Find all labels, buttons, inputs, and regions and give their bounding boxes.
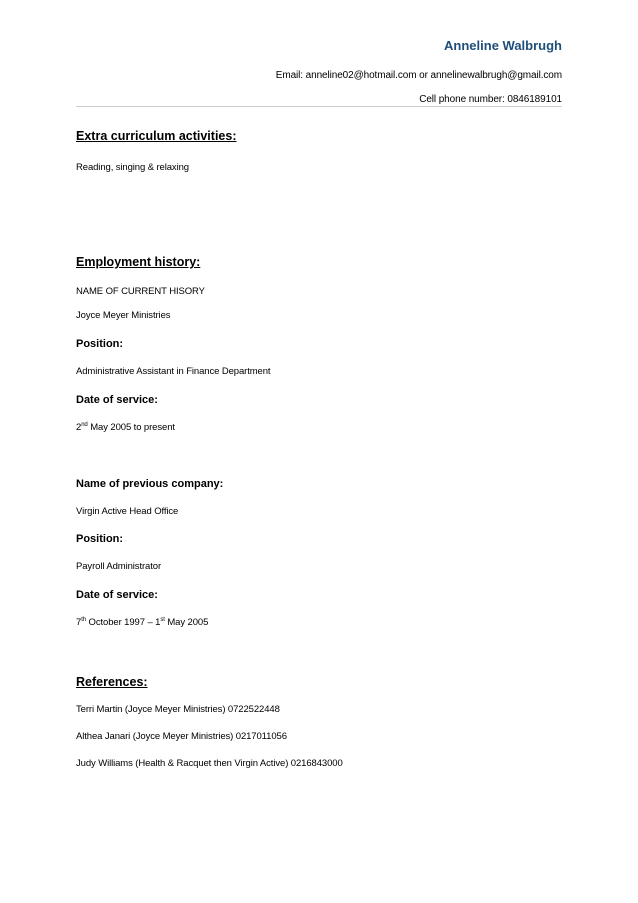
email-line: Email: anneline02@hotmail.com or annelinewalbrugh@gmail.com [275, 70, 562, 81]
date-of-service-current [76, 422, 175, 434]
header-divider [76, 106, 562, 107]
extra-curriculum-text: Reading, singing & relaxing [76, 162, 189, 173]
candidate-name: Anneline Walbrugh [444, 38, 562, 53]
current-company-label: NAME OF CURRENT HISORY [76, 286, 205, 297]
date-current-suffix: nd [81, 421, 88, 428]
phone-line: Cell phone number: 0846189101 [419, 94, 562, 105]
current-company-name: Joyce Meyer Ministries [76, 310, 171, 321]
date-previous-day: 7 [76, 617, 82, 628]
employment-history-heading: Employment history: [76, 255, 201, 269]
date-of-service-label-current: Date of service: [76, 394, 158, 406]
extra-curriculum-heading: Extra curriculum activities: [76, 129, 237, 143]
date-previous-suffix: th [81, 616, 86, 623]
resume-header [276, 36, 562, 107]
date-of-service-label-previous: Date of service: [76, 589, 158, 601]
date-previous-mid: October 1997 – 1 [86, 617, 161, 628]
date-current-rest: May 2005 to present [87, 422, 175, 433]
previous-company-label: Name of previous company: [76, 478, 224, 490]
position-label-current: Position: [76, 338, 124, 350]
reference-item: Judy Williams (Health & Racquet then Virgin Active) 0216843000 [76, 758, 343, 769]
reference-item: Terri Martin (Joyce Meyer Ministries) 0722522448 [76, 704, 280, 715]
previous-company-name: Virgin Active Head Office [76, 506, 179, 517]
date-of-service-previous [76, 617, 208, 629]
reference-item: Althea Janari (Joyce Meyer Ministries) 0217011056 [76, 731, 287, 742]
position-current: Administrative Assistant in Finance Department [76, 366, 271, 377]
date-current-day: 2 [76, 422, 82, 433]
position-label-previous: Position: [76, 533, 124, 545]
references-heading: References: [76, 675, 148, 689]
date-previous-rest: May 2005 [164, 617, 209, 628]
position-previous: Payroll Administrator [76, 561, 162, 572]
date-previous-suffix2: st [160, 616, 165, 623]
